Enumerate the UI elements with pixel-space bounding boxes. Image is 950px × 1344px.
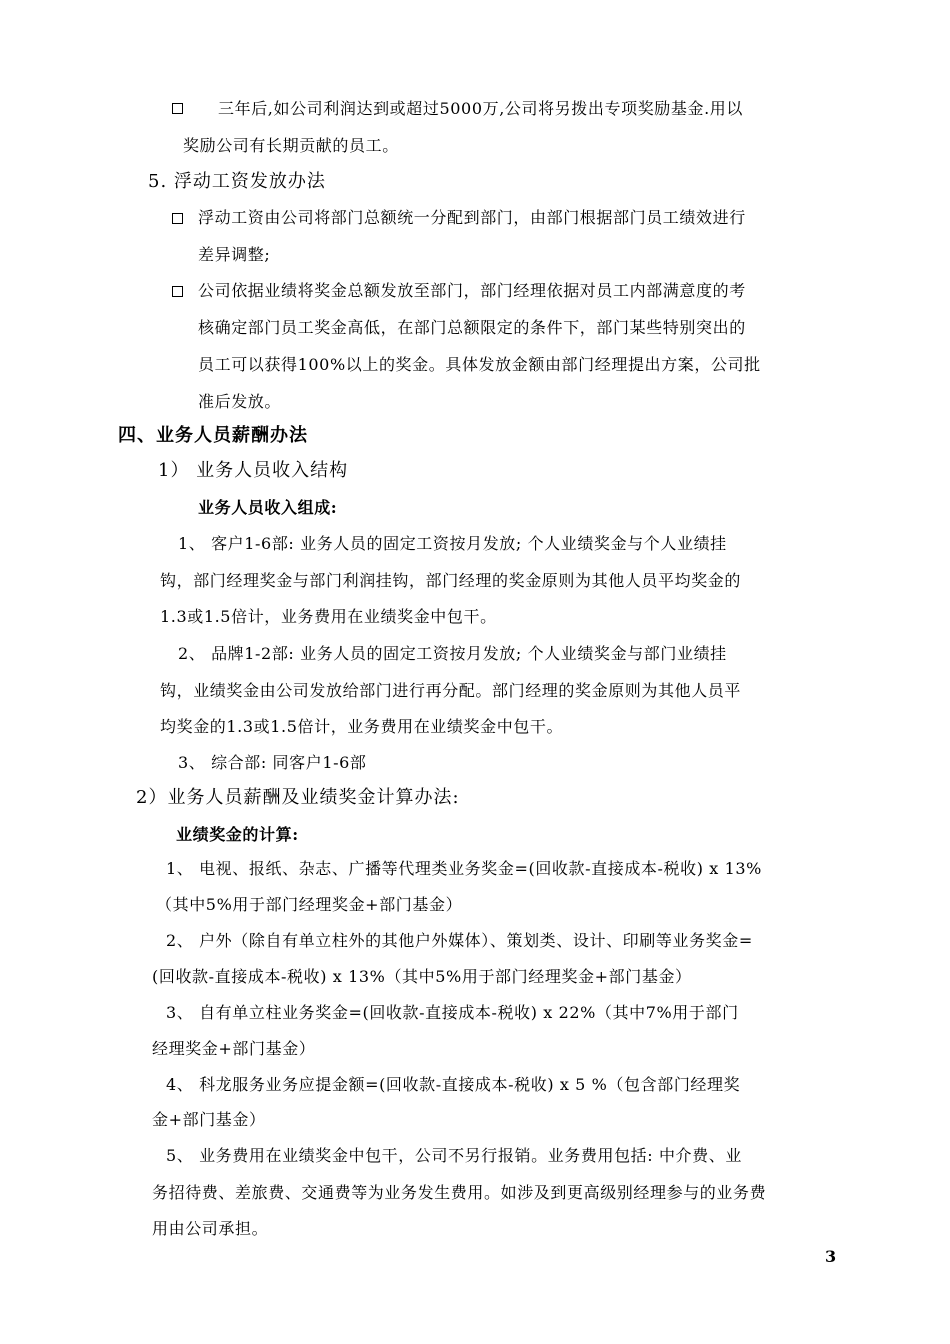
bold-label: 业绩奖金的计算: xyxy=(176,825,299,844)
text-line: 1、 客户1-6部: 业务人员的固定工资按月发放; 个人业绩奖金与个人业绩挂 xyxy=(178,534,727,553)
text-line: 5、 业务费用在业绩奖金中包干，公司不另行报销。业务费用包括: 中介费、业 xyxy=(166,1146,742,1165)
bullet-icon xyxy=(172,209,183,231)
heading-5: 5. 浮动工资发放办法 xyxy=(148,171,326,192)
text-line: 核确定部门员工奖金高低，在部门总额限定的条件下，部门某些特别突出的 xyxy=(198,318,746,337)
text-line: 差异调整; xyxy=(198,245,271,264)
text-line: 3、 综合部: 同客户1-6部 xyxy=(178,753,367,772)
text-line: 1、 电视、报纸、杂志、广播等代理类业务奖金=(回收款-直接成本-税收) x 13% xyxy=(166,859,762,878)
bullet-icon xyxy=(172,99,183,121)
text-line: 1.3或1.5倍计，业务费用在业绩奖金中包干。 xyxy=(160,607,497,626)
bullet-icon xyxy=(172,282,183,304)
text-line: 金+部门基金） xyxy=(152,1110,266,1129)
bold-label: 业务人员收入组成: xyxy=(198,498,338,517)
text-line: 2、 户外（除自有单立柱外的其他户外媒体）、策划类、设计、印刷等业务奖金= xyxy=(166,931,753,950)
text-line: 三年后,如公司利润达到或超过5000万,公司将另拨出专项奖励基金.用以 xyxy=(218,99,743,118)
text-line: 2、 品牌1-2部: 业务人员的固定工资按月发放; 个人业绩奖金与部门业绩挂 xyxy=(178,644,727,663)
text-line: 员工可以获得100%以上的奖金。具体发放金额由部门经理提出方案，公司批 xyxy=(198,355,761,374)
section-heading: 四、业务人员薪酬办法 xyxy=(118,425,308,446)
text-line: 钩，业绩奖金由公司发放给部门进行再分配。部门经理的奖金原则为其他人员平 xyxy=(160,681,742,700)
subheading: 1） 业务人员收入结构 xyxy=(158,460,349,481)
text-line: （其中5%用于部门经理奖金+部门基金） xyxy=(156,895,463,914)
text-line: 钩，部门经理奖金与部门利润挂钩，部门经理的奖金原则为其他人员平均奖金的 xyxy=(160,571,742,590)
text-line: 务招待费、差旅费、交通费等为业务发生费用。如涉及到更高级别经理参与的业务费 xyxy=(152,1183,767,1202)
text-line: 奖励公司有长期贡献的员工。 xyxy=(183,136,399,155)
text-line: 准后发放。 xyxy=(198,392,282,411)
text-line: (回收款-直接成本-税收) x 13%（其中5%用于部门经理奖金+部门基金） xyxy=(152,967,692,986)
text-line: 均奖金的1.3或1.5倍计，业务费用在业绩奖金中包干。 xyxy=(160,717,564,736)
text-line: 3、 自有单立柱业务奖金=(回收款-直接成本-税收) x 22%（其中7%用于部门 xyxy=(166,1003,739,1022)
text-line: 用由公司承担。 xyxy=(152,1219,269,1238)
subheading: 2）业务人员薪酬及业绩奖金计算办法: xyxy=(136,787,460,808)
page-number: 3 xyxy=(825,1247,837,1266)
text-line: 公司依据业绩将奖金总额发放至部门，部门经理依据对员工内部满意度的考 xyxy=(198,281,746,300)
text-line: 浮动工资由公司将部门总额统一分配到部门，由部门根据部门员工绩效进行 xyxy=(198,208,746,227)
text-line: 4、 科龙服务业务应提金额=(回收款-直接成本-税收) x 5 %（包含部门经理奖 xyxy=(166,1075,741,1094)
text-line: 经理奖金+部门基金） xyxy=(152,1039,316,1058)
